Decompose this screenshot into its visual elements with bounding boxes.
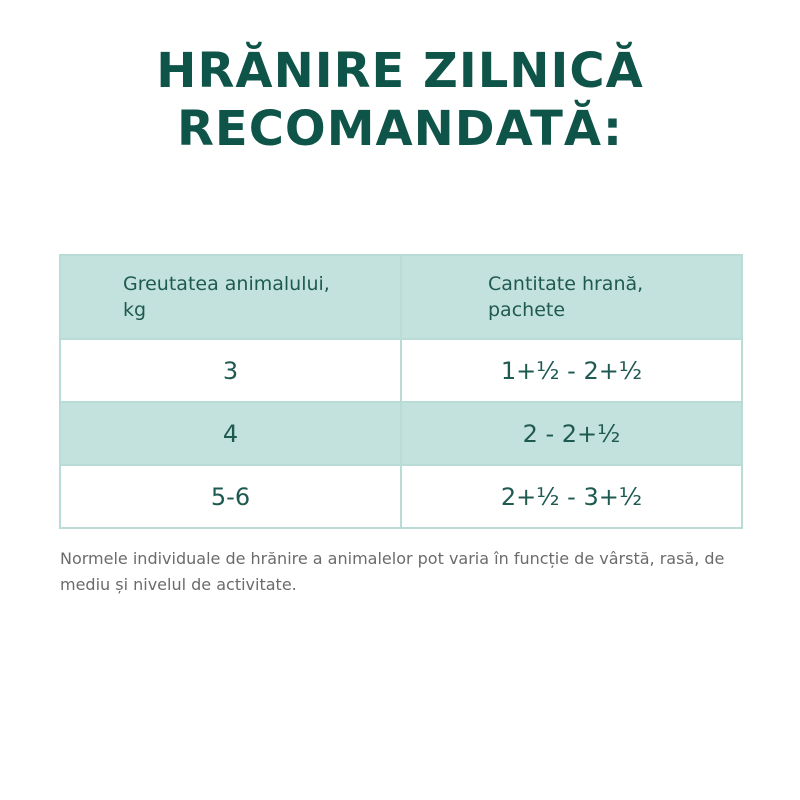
feeding-table xyxy=(59,254,743,529)
table-header-row xyxy=(60,255,742,339)
page-title-line-2: RECOMANDATĂ: xyxy=(176,101,624,157)
cell-weight: 3 xyxy=(60,339,401,402)
header-weight-label: Greutatea animalului, kg xyxy=(123,273,330,321)
cell-amount: 2 - 2+½ xyxy=(401,402,742,465)
table-row xyxy=(60,339,742,402)
page-title-line-1: HRĂNIRE ZILNICĂ xyxy=(156,43,644,99)
header-weight xyxy=(60,255,401,339)
header-amount-label: Cantitate hrană, pachete xyxy=(488,273,644,321)
table-row xyxy=(60,402,742,465)
header-amount xyxy=(401,255,742,339)
cell-amount: 1+½ - 2+½ xyxy=(401,339,742,402)
page-title xyxy=(0,42,800,158)
table-row xyxy=(60,465,742,528)
cell-weight: 4 xyxy=(60,402,401,465)
cell-weight: 5-6 xyxy=(60,465,401,528)
footnote: Normele individuale de hrănire a animalelor pot varia în funcție de vârstă, rasă, de mediu și nivelul de activitate. xyxy=(60,549,725,594)
cell-amount: 2+½ - 3+½ xyxy=(401,465,742,528)
